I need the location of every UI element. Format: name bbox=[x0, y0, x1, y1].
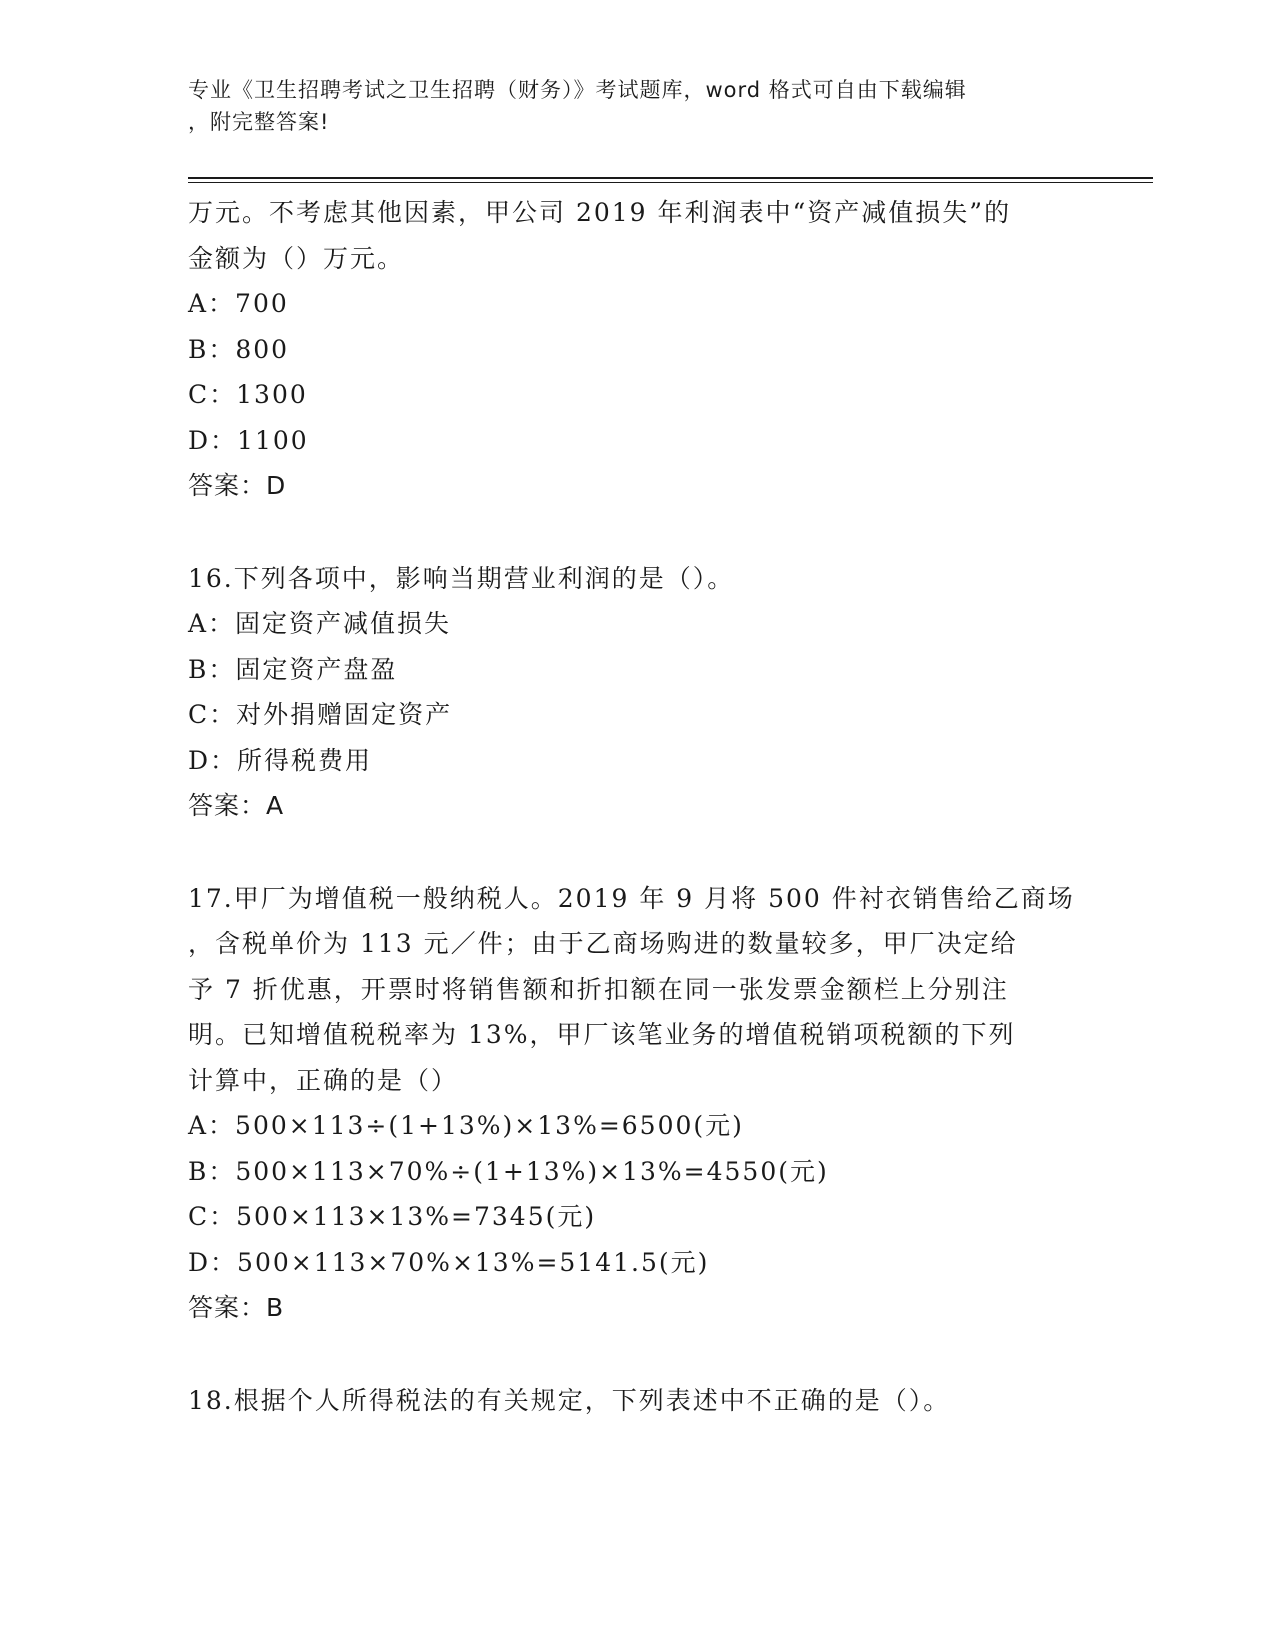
question-stem-line: 予 7 折优惠，开票时将销售额和折扣额在同一张发票金额栏上分别注 bbox=[188, 974, 1009, 1004]
option-b: B：800 bbox=[188, 334, 290, 364]
question-stem-line: 万元。不考虑其他因素，甲公司 2019 年利润表中“资产减值损失”的 bbox=[188, 198, 1012, 227]
question-content bbox=[188, 190, 1088, 1423]
option-c: C：500×113×13%=7345(元) bbox=[188, 1202, 597, 1231]
question-stem-line: 16.下列各项中，影响当期营业利润的是（）。 bbox=[188, 563, 735, 593]
option-d: D：500×113×70%×13%=5141.5(元) bbox=[188, 1247, 710, 1277]
header-rule-thick bbox=[188, 177, 1153, 179]
question-stem-line: 17.甲厂为增值税一般纳税人。2019 年 9 月将 500 件衬衣销售给乙商场 bbox=[188, 883, 1075, 913]
option-d: D：1100 bbox=[188, 425, 309, 455]
option-c: C：对外捐赠固定资产 bbox=[188, 700, 453, 729]
option-a: A：500×113÷(1+13%)×13%=6500(元) bbox=[188, 1111, 744, 1140]
question-15 bbox=[188, 190, 1088, 509]
header-line-1: 专业《卫生招聘考试之卫生招聘（财务）》考试题库，word 格式可自由下载编辑 bbox=[188, 78, 967, 102]
option-a: A：700 bbox=[188, 289, 289, 318]
question-stem-line: 18.根据个人所得税法的有关规定，下列表述中不正确的是（）。 bbox=[188, 1385, 951, 1415]
header-line-2: ，附完整答案! bbox=[188, 110, 330, 134]
answer-line: 答案：B bbox=[188, 1293, 285, 1322]
question-stem-line: ，含税单价为 113 元／件；由于乙商场购进的数量较多，甲厂决定给 bbox=[188, 929, 1018, 958]
option-b: B：固定资产盘盈 bbox=[188, 654, 398, 684]
option-a: A：固定资产减值损失 bbox=[188, 609, 452, 638]
header-rule-thin bbox=[188, 182, 1153, 183]
option-c: C：1300 bbox=[188, 380, 308, 409]
answer-line: 答案：A bbox=[188, 791, 285, 820]
document-header bbox=[188, 74, 1068, 138]
option-b: B：500×113×70%÷(1+13%)×13%=4550(元) bbox=[188, 1156, 829, 1186]
question-16 bbox=[188, 556, 1088, 829]
question-18 bbox=[188, 1378, 1088, 1424]
question-stem-line: 金额为（）万元。 bbox=[188, 243, 405, 273]
option-d: D：所得税费用 bbox=[188, 745, 373, 775]
answer-line: 答案：D bbox=[188, 471, 287, 500]
question-stem-line: 计算中，正确的是（） bbox=[188, 1065, 459, 1095]
question-17 bbox=[188, 876, 1088, 1331]
question-stem-line: 明。已知增值税税率为 13%，甲厂该笔业务的增值税销项税额的下列 bbox=[188, 1020, 1016, 1049]
